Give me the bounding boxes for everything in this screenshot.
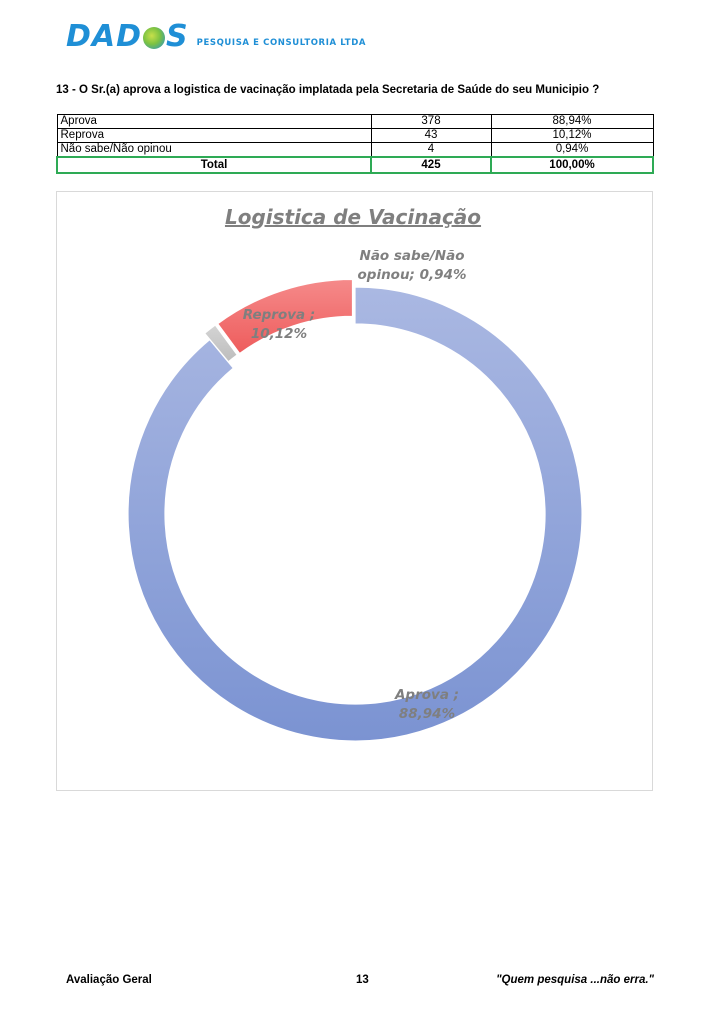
- slice-data-label: Não sabe/Não opinou; 0,94%: [357, 248, 467, 283]
- slice-data-label: Reprova ; 10,12%: [242, 307, 316, 342]
- logo-wordmark-left: DAD: [66, 19, 143, 54]
- logo-globe-icon: [143, 27, 165, 49]
- chart-title: Logistica de Vacinação: [224, 205, 482, 229]
- total-percent: 100,00%: [491, 157, 653, 173]
- row-percent: 88,94%: [491, 115, 653, 129]
- table-row: [57, 129, 653, 143]
- total-count: 425: [371, 157, 491, 173]
- row-percent: 0,94%: [491, 143, 653, 158]
- row-count: 43: [371, 129, 491, 143]
- logo-wordmark-right: S: [166, 19, 189, 54]
- donut-chart: [56, 191, 653, 791]
- logo-tagline: PESQUISA E CONSULTORIA LTDA: [196, 38, 367, 48]
- results-table: [56, 114, 654, 174]
- donut-chart-svg: [57, 192, 652, 790]
- question-title: 13 - O Sr.(a) aprova a logistica de vacinação implatada pela Secretaria de Saúde do seu Municipio ?: [56, 84, 600, 96]
- table-row: [57, 115, 653, 129]
- row-label: Aprova: [57, 115, 371, 129]
- footer-page-number: 13: [356, 974, 369, 986]
- donut-slice-aprova: [128, 287, 582, 741]
- footer-slogan: "Quem pesquisa ...não erra.": [496, 974, 654, 986]
- table-total-row: [57, 157, 653, 173]
- row-count: 4: [371, 143, 491, 158]
- total-label: Total: [57, 157, 371, 173]
- row-count: 378: [371, 115, 491, 129]
- slice-data-label: Aprova ; 88,94%: [394, 687, 460, 722]
- row-label: Reprova: [57, 129, 371, 143]
- row-percent: 10,12%: [491, 129, 653, 143]
- company-logo: [66, 18, 366, 52]
- row-label: Não sabe/Não opinou: [57, 143, 371, 158]
- table-row: [57, 143, 653, 158]
- footer-section-label: Avaliação Geral: [66, 974, 152, 986]
